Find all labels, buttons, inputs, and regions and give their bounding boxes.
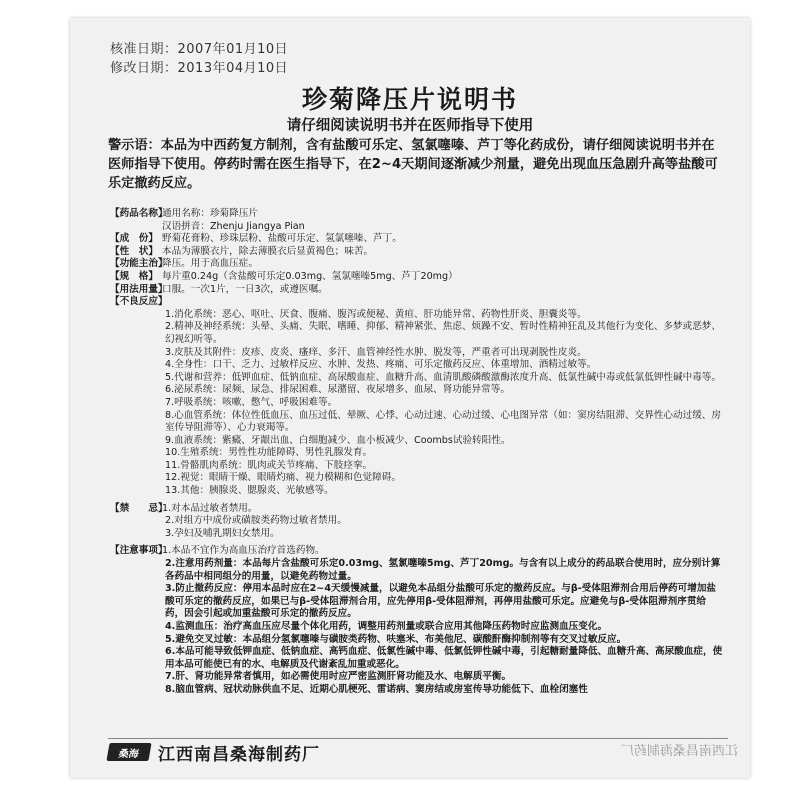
section-label: 【禁 忌】	[110, 502, 168, 514]
list-item: 9.血液系统：紫癜、牙龈出血、白细胞减少、血小板减少、Coombs试验转阳性。	[165, 434, 511, 446]
section-character	[110, 246, 725, 259]
section-contraindications	[110, 503, 725, 516]
list-item: 4.监测血压：治疗高血压应尽量个体化用药，调整用药剂量或联合应用其他降压药物时应监测血压变化。	[165, 621, 608, 632]
list-item: 5.避免交叉过敏：本品组分氢氯噻嗪与磺胺类药物、呋塞米、布美他尼、碳酸酐酶抑制剂等有交叉过敏反应。	[165, 633, 627, 645]
warning-text: 警示语：本品为中西药复方制剂，含有盐酸可乐定、氢氯噻嗪、芦丁等化药成份，请仔细阅读说明书并在医师指导下使用。停药时需在医生指导下，在2~4天期间逐渐减少剂量，避免出现血压急剧升高等盐酸可乐定撤药反应。	[108, 138, 718, 191]
section-indication	[110, 258, 725, 271]
list-item: 5.代谢和营养：低钾血症、低钠血症、高尿酸血症、血糖升高、血清肌酸磷酸激酶浓度升高、低氯性碱中毒或低氯低钾性碱中毒等。	[165, 371, 721, 383]
section-value: 野菊花膏粉、珍珠层粉、盐酸可乐定、氢氯噻嗪、芦丁。	[162, 233, 402, 245]
section-dosage	[110, 284, 725, 297]
list-item: 1.消化系统：恶心、呕吐、厌食、腹痛、腹泻或便秘、黄疸、肝功能异常、药物性肝炎、胆囊炎等。	[165, 308, 587, 320]
manufacturer-name: 江西南昌桑海制药厂	[158, 744, 320, 765]
list-item: 3.防止撤药反应：停用本品时应在2~4天缓慢减量，以避免本品组分盐酸可乐定的撤药反应。与β-受体阻滞剂合用后停药可增加盐酸可乐定的撤药反应，如果已与β-受体阻滞剂合用，应先停用β-受体阻滞剂，再停用盐酸可乐定。应避免与β-受体阻滞剂序贯给药，因会引起或加重盐酸可乐定的撤药反应。	[165, 583, 717, 620]
section-value: 降压。用于高血压症。	[162, 258, 258, 270]
list-item: 2.对组方中成份或磺胺类药物过敏者禁用。	[165, 515, 347, 527]
common-name: 通用名称：珍菊降压片	[162, 208, 258, 219]
section-label: 【功能主治】	[110, 258, 168, 270]
list-item: 2.注意用药剂量：本品每片含盐酸可乐定0.03mg、氢氯噻嗪5mg、芦丁20mg。与含有以上成分的药品联合使用时，应分别计算各药品中相同组分的用量，以避免药物过量。	[165, 558, 721, 582]
list-item: 1.本品不宜作为高血压治疗首选药物。	[162, 545, 325, 557]
section-label: 【不良反应】	[110, 296, 168, 308]
section-value: 每片重0.24g（含盐酸可乐定0.03mg、氢氯噻嗪5mg、芦丁20mg）	[162, 270, 458, 282]
section-value: 本品为薄膜衣片，除去薄膜衣后显黄褐色；味苦。	[162, 245, 374, 257]
list-item: 11.骨骼肌肉系统：肌肉或关节疼痛、下肢痉挛。	[165, 459, 373, 471]
section-label: 【用法用量】	[110, 283, 168, 295]
section-drug-name	[110, 208, 725, 233]
list-item: 8.脑血管病、冠状动脉供血不足、近期心肌梗死、雷诺病、窦房结或房室传导功能低下、血栓闭塞性	[165, 683, 588, 695]
list-item: 8.心血管系统：体位性低血压、血压过低、晕厥、心悸、心动过速、心动过缓、心电图异常（如：窦房结阻滞、交界性心动过缓、房室传导阻滞等）、心力衰竭等。	[165, 409, 721, 434]
list-item: 4.全身性：口干、乏力、过敏样反应、水肿、发热、疼痛、可乐定撤药反应、体重增加、酒精过敏等。	[165, 359, 597, 371]
list-item: 6.本品可能导致低钾血症、低钠血症、高钙血症、低氯性碱中毒、低氯低钾性碱中毒，引起糖耐量降低、血糖升高、高尿酸血症，使用本品可能使已有的水、电解质及代谢紊乱加重或恶化。	[165, 646, 723, 670]
list-item: 1.对本品过敏者禁用。	[162, 502, 258, 514]
instruction-leaflet	[70, 18, 750, 778]
section-precautions	[110, 545, 725, 558]
brand-logo: 桑海	[106, 743, 151, 761]
section-ingredients	[110, 233, 725, 246]
section-label: 【成 份】	[110, 233, 158, 245]
revision-date: 修改日期：2013年04月10日	[110, 61, 289, 76]
section-adverse-reactions	[110, 296, 725, 309]
section-label: 【注意事项】	[110, 545, 168, 557]
list-item: 10.生殖系统：男性性功能障碍、男性乳腺发育。	[165, 447, 373, 459]
section-label: 【药品名称】	[110, 208, 168, 219]
list-item: 7.呼吸系统：咳嗽、憋气、呼吸困难等。	[165, 396, 338, 408]
list-item: 6.泌尿系统：尿频、尿急、排尿困难、尿潴留、夜尿增多、血尿、肾功能异常等。	[165, 384, 510, 396]
date-info	[110, 40, 288, 78]
pinyin-name: 汉语拼音：Zhenju Jiangya Pian	[162, 220, 305, 232]
document-title: 珍菊降压片说明书	[301, 85, 518, 114]
adverse-list	[110, 309, 725, 498]
list-item: 7.肝、肾功能异常者慎用，如必需使用时应严密监测肝肾功能及水、电解质平衡。	[165, 671, 512, 683]
list-item: 13.其他：胰腺炎、腮腺炎、光敏感等。	[165, 485, 334, 497]
bleed-through-text: 江西南昌桑海制药厂	[620, 744, 738, 759]
list-item: 12.视觉：眼睛干燥、眼睛灼痛、视力模糊和色觉障碍。	[165, 472, 401, 484]
approval-date: 核准日期：2007年01月10日	[110, 42, 289, 57]
section-label: 【规 格】	[110, 270, 158, 282]
list-item: 2.精神及神经系统：头晕、头痛、失眠、嗜睡、抑郁、精神紧张、焦虑、烦躁不安、暂时性精神狂乱及其他行为变化、多梦或恶梦、幻视幻听等。	[165, 321, 721, 345]
list-item: 3.皮肤及其附件：皮疹、皮炎、瘙痒、多汗、血管神经性水肿、脱发等，严重者可出现剥脱性皮炎。	[165, 346, 587, 358]
document-body	[110, 208, 725, 697]
section-label: 【性 状】	[110, 245, 158, 257]
document-subtitle: 请仔细阅读说明书并在医师指导下使用	[286, 118, 534, 134]
section-value: 口服。一次1片，一日3次，或遵医嘱。	[162, 283, 328, 295]
list-item: 3.孕妇及哺乳期妇女禁用。	[165, 527, 280, 539]
section-spec	[110, 271, 725, 284]
